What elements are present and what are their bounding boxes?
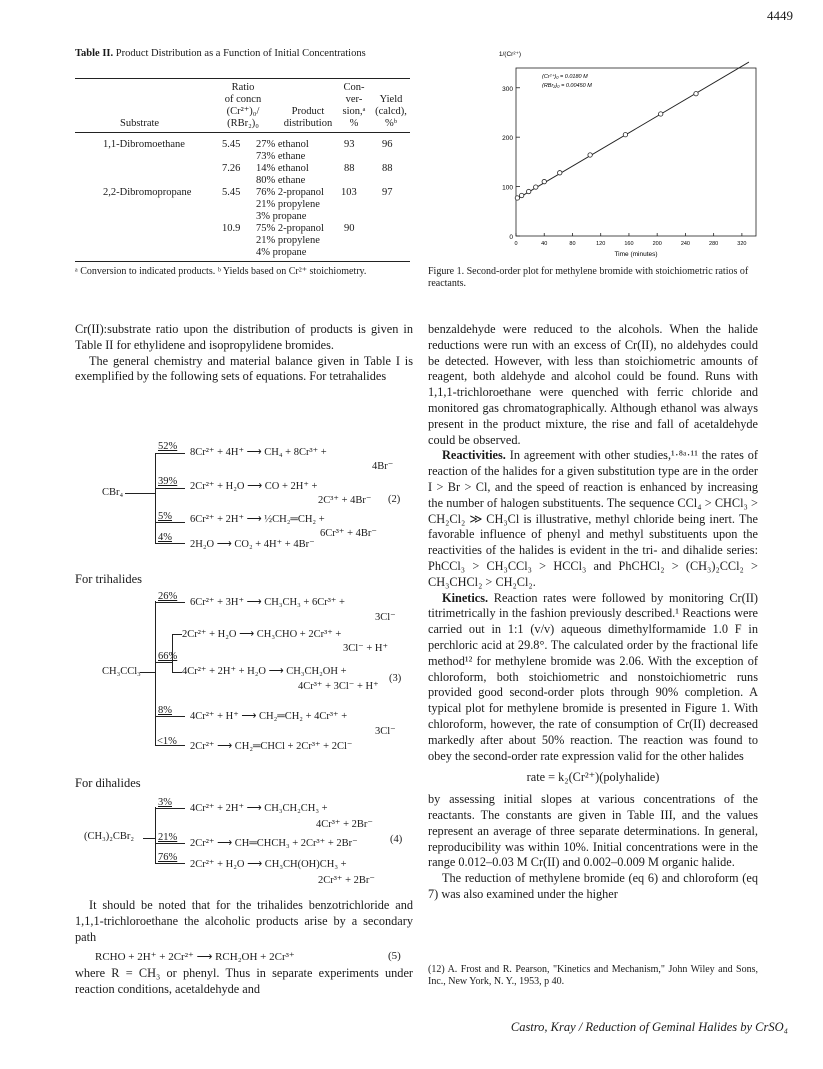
table-title <box>75 48 375 60</box>
data-point <box>694 91 698 95</box>
header-substrate: Substrate <box>120 118 160 129</box>
y-axis-label: 1/(Cr²⁺) <box>498 51 522 58</box>
x-tick-label: 120 <box>596 241 606 247</box>
left-para-secondary-path <box>75 898 413 945</box>
table-footnote: ᵃ Conversion to indicated products. ᵇ Yields based on Cr²⁺ stoichiometry. <box>75 266 367 277</box>
equation-number: (5) <box>388 950 401 962</box>
paragraph: Kinetics. Reaction rates were followed by monitoring Cr(II) titrimetrically in the fashion previously described.¹ Reactions were carried out in 1:1 (v/v) aqueous dimethylformamide 1.0 F in perchloric acid at 29.8°. The calculated order by the fractional life method¹² for methylene bromide was 2.06. With the exception of chloroform, both stoichiometric and nonstoichiometric runs provided good second-order plots through 90% completion. A typical plot for methylene bromide is presented in Figure 1. With chloroform, however, the rate of consumption of Cr(II) decreased markedly after about 50% reaction. The reaction was found to obey the second-order rate expression valid for the other halides <box>428 590 759 763</box>
table-label: Table II. <box>75 48 114 59</box>
paragraph: The reduction of methylene bromide (eq 6) and chloroform (eq 7) was also examined under the higher <box>428 871 758 901</box>
table-rule-bottom <box>75 261 410 262</box>
reactant: CBr₄ <box>102 487 124 498</box>
header-ratio: Ratio of concn (Cr²⁺)₀/ (RBr₂)₀ <box>224 82 262 129</box>
table-rule-mid <box>75 132 410 133</box>
table-caption: Product Distribution as a Function of Initial Concentrations <box>115 48 366 59</box>
equation-number: (3) <box>389 673 402 684</box>
reactant: CH₃CCl₃ <box>102 666 141 677</box>
figure-1-chart <box>480 40 780 264</box>
header-conversion: Con- ver- sion,ᵃ % <box>342 82 366 129</box>
running-footer: Castro, Kray / Reduction of Geminal Halides by CrSO₄ <box>510 1020 788 1034</box>
heading-trihalides: For trihalides <box>75 572 143 586</box>
paragraph: where R = CH₃ or phenyl. Thus in separate experiments under reaction conditions, acetaldehyde and <box>75 966 413 996</box>
x-tick-label: 200 <box>652 241 662 247</box>
reference-12: (12) A. Frost and R. Pearson, "Kinetics and Mechanism," John Wiley and Sons, Inc., New York, N. Y., 1953, p 40. <box>428 964 758 987</box>
x-tick-label: 40 <box>541 241 548 247</box>
reactant: (CH₃)₂CBr₂ <box>84 831 135 842</box>
data-point <box>659 112 663 116</box>
y-tick-label: 100 <box>502 184 513 192</box>
data-point <box>558 171 562 175</box>
legend-entry: (RBr₂)₀ = 0.00450 M <box>542 83 592 89</box>
data-point <box>519 193 523 197</box>
equation-number: (2) <box>388 494 401 505</box>
paragraph: It should be noted that for the trihalides benzotrichloride and 1,1,1-trichloroethane the alcoholic products arise by a secondary path <box>75 898 413 944</box>
data-point <box>534 185 538 189</box>
legend-entry: (Cr²⁺)₀ = 0.0180 M <box>542 74 588 80</box>
y-tick-label: 200 <box>502 135 513 143</box>
y-tick-label: 0 <box>509 234 513 241</box>
data-point <box>542 179 546 183</box>
x-tick-label: 0 <box>514 241 518 247</box>
x-tick-label: 80 <box>569 241 576 247</box>
right-column <box>428 322 758 903</box>
paragraph: by assessing initial slopes at various concentrations of the reactants. The constants are given in Table III, and the values represent an average of three separate determinations. In general, reproducibility was within 10%. Initial concentrations were in the range 0.012–0.03 M Cr(II) and 0.002–0.009 M organic halide. <box>428 792 758 870</box>
figure-caption: Figure 1. Second-order plot for methylene bromide with stoichiometric ratios of reactants. <box>428 266 749 289</box>
y-tick-label: 300 <box>502 85 513 93</box>
x-tick-label: 240 <box>680 241 691 247</box>
table-rule-top <box>75 78 410 79</box>
x-tick-label: 320 <box>737 241 747 247</box>
header-product: Product distribution <box>283 106 333 129</box>
paragraph: The general chemistry and material balance given in Table I is exemplified by the following sets of equations. For tetrahalides <box>75 353 413 384</box>
left-para-end <box>75 966 413 998</box>
plot-frame <box>516 68 756 236</box>
data-point <box>588 153 592 157</box>
left-intro <box>75 322 413 385</box>
data-point <box>515 196 519 200</box>
header-yield: Yield (calcd), %ᵇ <box>375 94 407 129</box>
paragraph: Reactivities. In agreement with other studies,¹·⁸ᵃ·¹¹ the rates of reaction of the halides for a given substitution type are in the order I > Br > Cl, and the speed of reaction is enhanced by increasing the number of halogen substituents. The sequence CCl₄ > CHCl₃ > CH₂Cl₂ ≫ CH₃Cl is illustrative, methyl chloride being inert. The favorable influence of phenyl and methyl substituents upon the reactivities of the halides is evident in the tri- and dihalide series: PhCCl₃ > CH₃CCl₃ > HCCl₃ and PhCHCl₂ > (CH₃)₂CCl₂ > CH₃CHCl₂ > CH₂Cl₂. <box>428 448 758 589</box>
rate-equation: rate = k₂(Cr²⁺)(polyhalide) <box>526 770 660 785</box>
paragraph: benzaldehyde were reduced to the alcohols. When the halide reductions were run with an excess of Cr(II), no aldehydes could be detected. However, with less than stoichiometric amounts of reagent, both aldehyde and alcohol could be found. Runs with 1,1,1-trichloroethane were quenched with ferric chloride and monitored gas chromatographically. Although ethanol was always present in the product mixture, the rise and fall of acetaldehyde could be observed. <box>428 322 758 447</box>
equation-5: RCHO + 2H⁺ + 2Cr²⁺ ⟶ RCH₂OH + 2Cr³⁺ <box>95 951 295 963</box>
data-point <box>527 189 531 193</box>
data-point <box>623 133 627 137</box>
x-axis-label: Time (minutes) <box>614 251 658 258</box>
paragraph: Cr(II):substrate ratio upon the distribution of products is given in Table II for ethylidene and isopropylidene bromides. <box>75 322 413 352</box>
x-tick-label: 280 <box>709 241 719 247</box>
heading-dihalides: For dihalides <box>75 776 141 790</box>
page-number: 4449 <box>767 8 793 23</box>
equation-number: (4) <box>390 834 403 845</box>
x-tick-label: 160 <box>624 241 634 247</box>
